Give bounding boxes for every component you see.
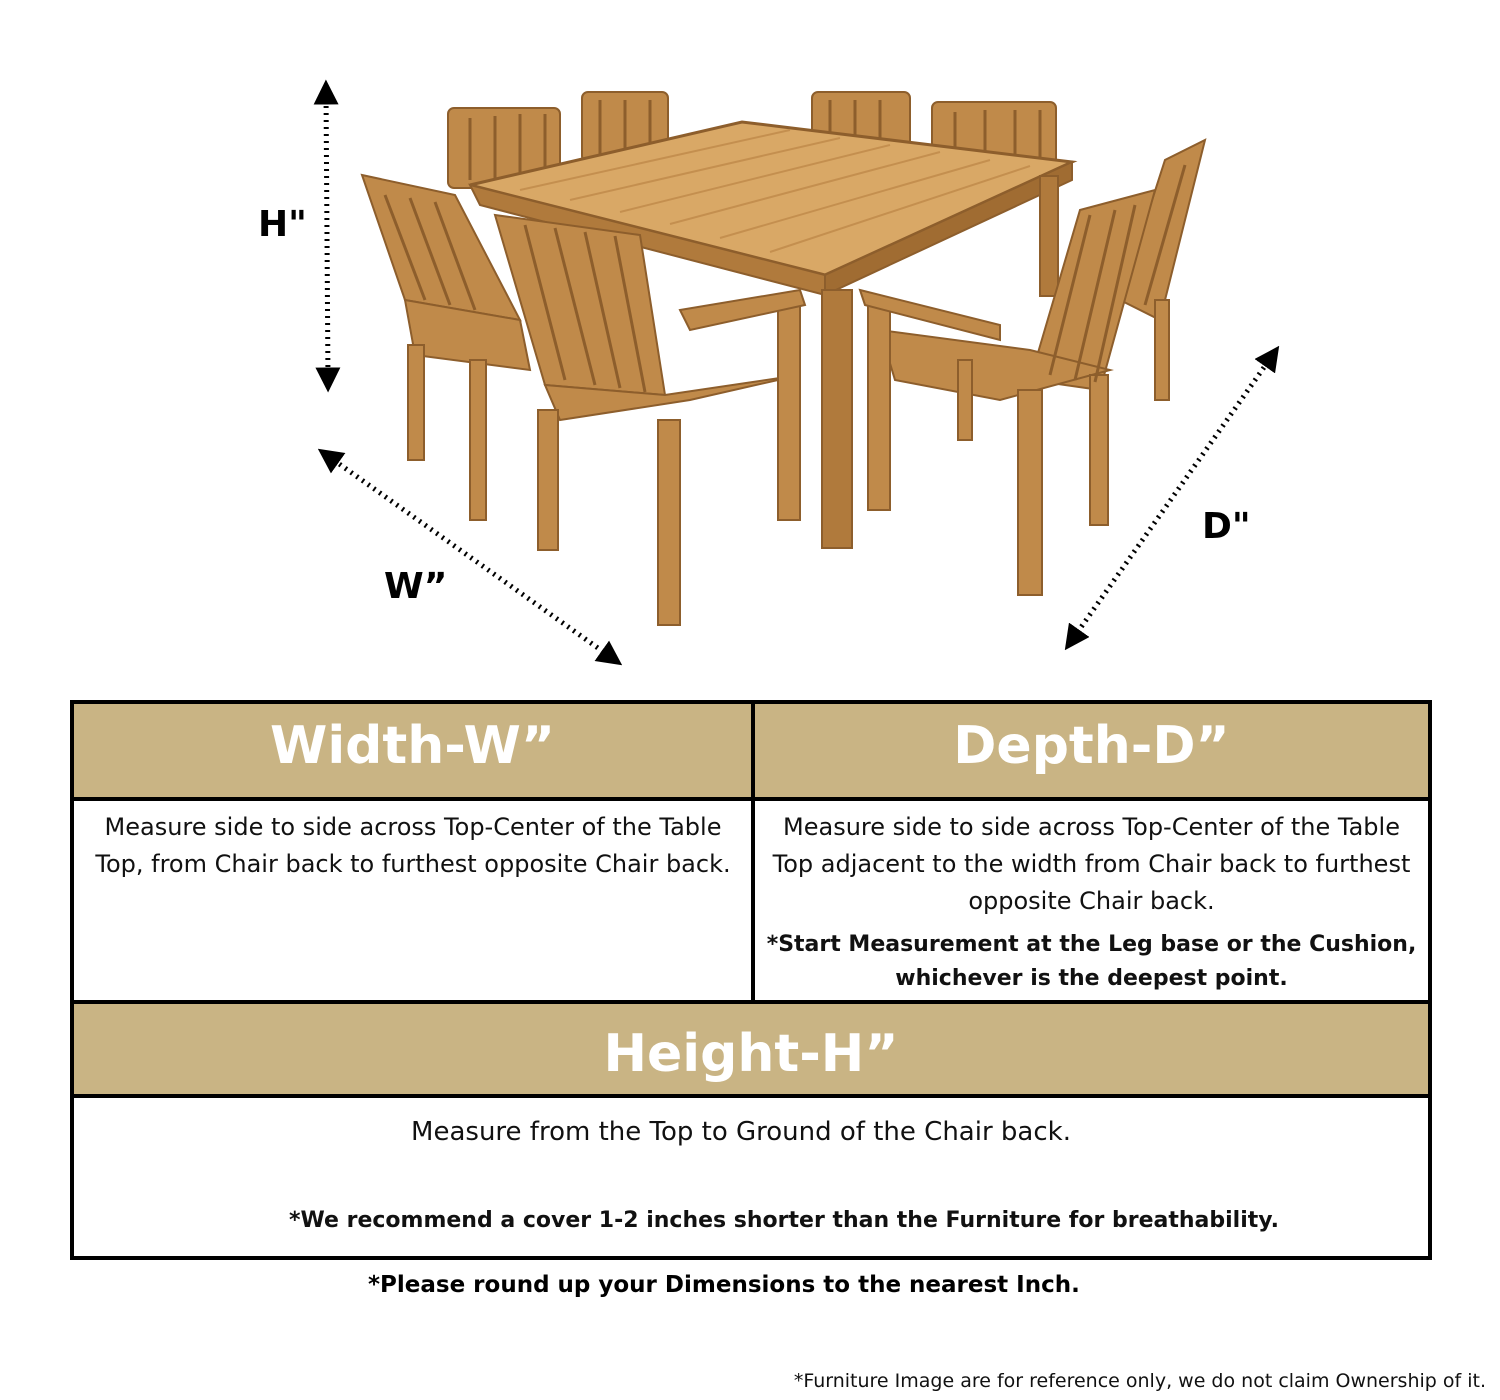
depth-header: Depth-D” (755, 704, 1428, 797)
width-header: Width-W” (74, 704, 751, 797)
depth-description: Measure side to side across Top-Center of the Table Top adjacent to the width from Chair back to furthest opposite Chair back. (772, 813, 1411, 915)
height-header-divider (74, 1094, 1428, 1098)
height-header: Height-H” (74, 1004, 1428, 1094)
measurement-guide-table (70, 700, 1432, 1260)
height-label: H" (258, 204, 307, 245)
height-note: *We recommend a cover 1-2 inches shorter than the Furniture for breathability. (289, 1208, 1279, 1233)
dining-set-image (362, 92, 1205, 625)
furniture-illustration (0, 0, 1500, 690)
width-label: W” (384, 566, 448, 607)
depth-note: *Start Measurement at the Leg base or the Cushion, whichever is the deepest point. (766, 932, 1417, 991)
header-divider (74, 797, 1428, 801)
height-arrow (326, 92, 328, 380)
width-description: Measure side to side across Top-Center of the Table Top, from Chair back to furthest opposite Chair back. (95, 813, 731, 878)
round-up-note: *Please round up your Dimensions to the nearest Inch. (368, 1272, 1080, 1298)
depth-label: D" (1202, 506, 1251, 547)
height-description: Measure from the Top to Ground of the Chair back. (411, 1117, 1071, 1147)
depth-cell (764, 809, 1419, 996)
image-disclaimer: *Furniture Image are for reference only, we do not claim Ownership of it. (793, 1370, 1486, 1392)
column-divider (751, 704, 755, 1002)
